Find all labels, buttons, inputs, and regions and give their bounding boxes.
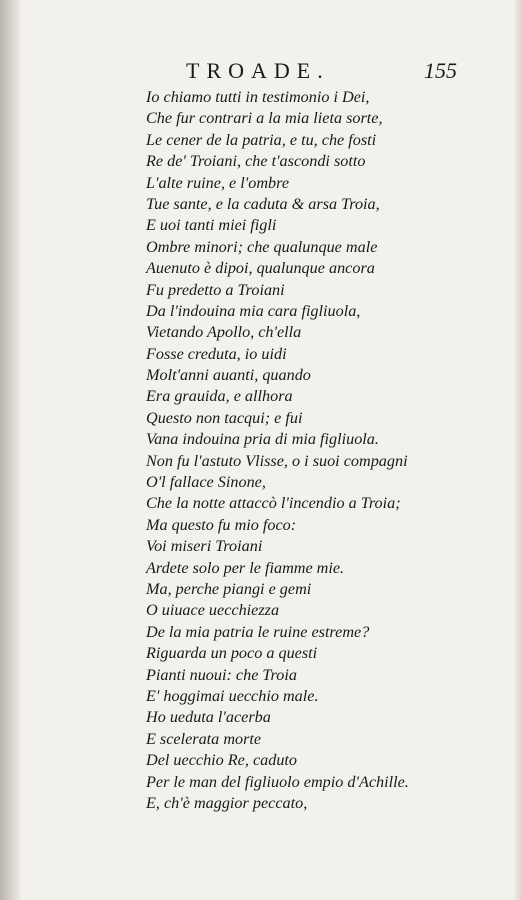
verse-line: E, ch'è maggior peccato, <box>146 793 308 812</box>
verse-line: Era grauida, e allhora <box>146 387 293 406</box>
verse-line: Ombre minori; che qualunque male <box>146 237 378 256</box>
verse-line: E uoi tanti miei figli <box>146 216 277 235</box>
verse-list <box>146 87 518 814</box>
verse-line: Molt'anni auanti, quando <box>146 366 311 385</box>
verse-line: Ardete solo per le fiamme mie. <box>146 558 345 577</box>
verse-line: Le cener de la patria, e tu, che fosti <box>146 130 377 149</box>
verse-line: Fosse creduta, io uidi <box>146 344 287 363</box>
verse-line: Ma questo fu mio foco: <box>146 515 297 534</box>
verse-line: Vietando Apollo, ch'ella <box>146 323 302 342</box>
verse-line: Pianti nuoui: che Troia <box>146 665 297 684</box>
verse-line: Questo non tacqui; e fui <box>146 408 303 427</box>
verse-line: Io chiamo tutti in testimonio i Dei, <box>146 88 370 106</box>
verse-line: Per le man del figliuolo empio d'Achille. <box>146 772 409 791</box>
verse-line: L'alte ruine, e l'ombre <box>146 173 289 192</box>
verse-line: E scelerata morte <box>146 729 262 748</box>
binding-gutter <box>0 0 22 900</box>
verse-line: E' hoggimai uecchio male. <box>146 686 319 705</box>
verse-line: Del uecchio Re, caduto <box>146 751 298 770</box>
verse-line: Auenuto è dipoi, qualunque ancora <box>146 259 375 278</box>
running-title: TROADE. <box>186 58 330 83</box>
verse-line: Re de' Troiani, che t'ascondi sotto <box>146 152 366 171</box>
verse-line: Da l'indouina mia cara figliuola, <box>146 301 361 320</box>
verse-line: Che la notte attaccò l'incendio a Troia; <box>146 494 401 513</box>
verse-line: Non fu l'astuto Vlisse, o i suoi compagni <box>146 451 408 470</box>
verse-line: O uiuace uecchiezza <box>146 601 280 620</box>
verse-line: Che fur contrari a la mia lieta sorte, <box>146 109 383 128</box>
verse-line: Riguarda un poco a questi <box>146 644 318 663</box>
verse-line: Fu predetto a Troiani <box>146 280 285 299</box>
verse-line: Vana indouina pria di mia figliuola. <box>146 430 379 449</box>
verse-line: Ho ueduta l'acerba <box>146 708 271 727</box>
verse-line: O'l fallace Sinone, <box>146 473 266 492</box>
verse-line: Voi miseri Troiani <box>146 537 263 556</box>
verse-line: De la mia patria le ruine estreme? <box>146 622 370 641</box>
verse-line: Tue sante, e la caduta & arsa Troia, <box>146 194 380 213</box>
page-number: 155 <box>424 58 457 83</box>
verse-line: Ma, perche piangi e gemi <box>146 579 312 598</box>
